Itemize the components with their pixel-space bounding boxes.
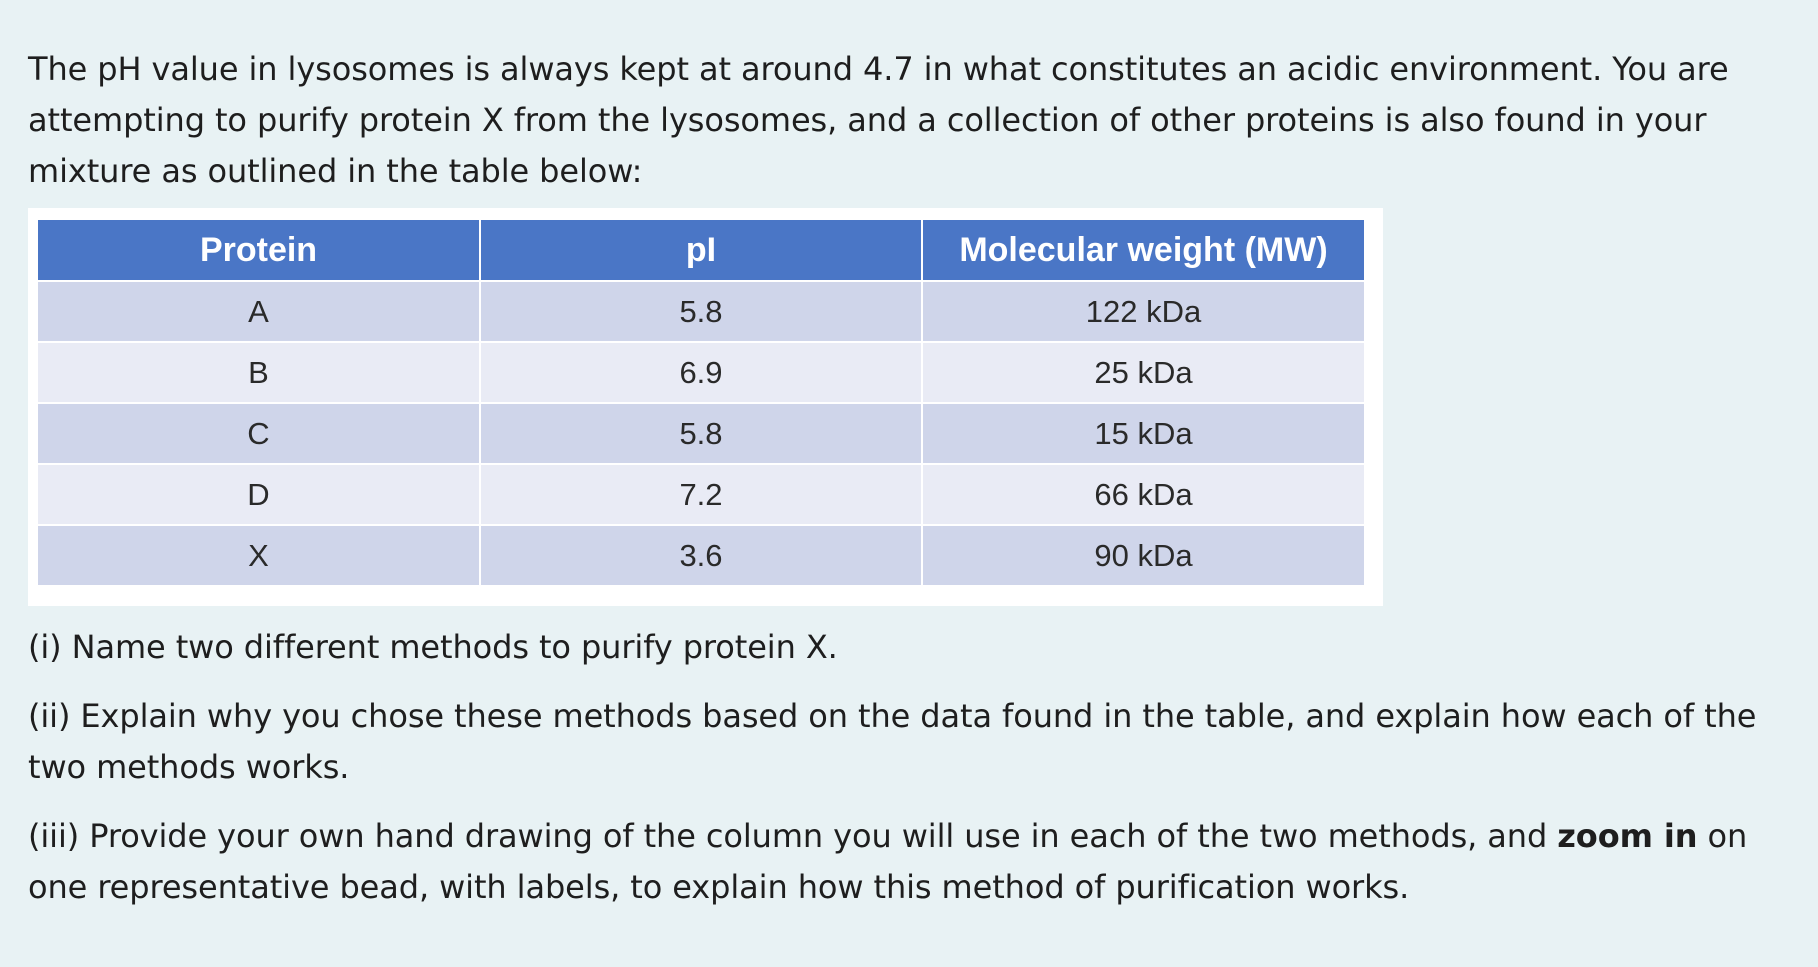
question-i: (i) Name two different methods to purify protein X.	[28, 628, 838, 666]
cell-mw: 25 kDa	[922, 342, 1364, 403]
cell-protein: D	[38, 464, 480, 525]
cell-pi: 7.2	[480, 464, 922, 525]
cell-mw: 15 kDa	[922, 403, 1364, 464]
question-iii-text-end: on one representative bead, with labels, to explain how this method of purification works.	[28, 817, 1748, 906]
cell-protein: C	[38, 403, 480, 464]
header-protein: Protein	[38, 220, 480, 281]
question-iii-text-start: (iii) Provide your own hand drawing of the column you will use in each of the two methods, and	[28, 817, 1558, 855]
intro-paragraph: The pH value in lysosomes is always kept at around 4.7 in what constitutes an acidic environment. You are attempting to purify protein X from the lysosomes, and a collection of other proteins is also found in your mixture as outlined in the table below:	[28, 50, 1729, 190]
question-ii: (ii) Explain why you chose these methods based on the data found in the table, and explain how each of the two methods works.	[28, 697, 1757, 786]
question-iii-emphasis: zoom in	[1557, 817, 1698, 855]
table-row	[38, 281, 1364, 342]
cell-mw: 90 kDa	[922, 525, 1364, 585]
cell-protein: A	[38, 281, 480, 342]
question-list	[28, 622, 1788, 931]
header-pi: pI	[480, 220, 922, 281]
cell-protein: B	[38, 342, 480, 403]
protein-table	[38, 220, 1364, 585]
cell-pi: 6.9	[480, 342, 922, 403]
table-row	[38, 403, 1364, 464]
table-row	[38, 464, 1364, 525]
cell-mw: 122 kDa	[922, 281, 1364, 342]
cell-pi: 5.8	[480, 281, 922, 342]
cell-pi: 5.8	[480, 403, 922, 464]
question-iii	[28, 811, 1788, 913]
protein-table-card	[28, 208, 1383, 606]
table-row	[38, 525, 1364, 585]
cell-protein: X	[38, 525, 480, 585]
table-row	[38, 342, 1364, 403]
cell-mw: 66 kDa	[922, 464, 1364, 525]
header-molecular-weight: Molecular weight (MW)	[922, 220, 1364, 281]
question-content	[28, 44, 1788, 906]
cell-pi: 3.6	[480, 525, 922, 585]
table-header-row	[38, 220, 1364, 281]
